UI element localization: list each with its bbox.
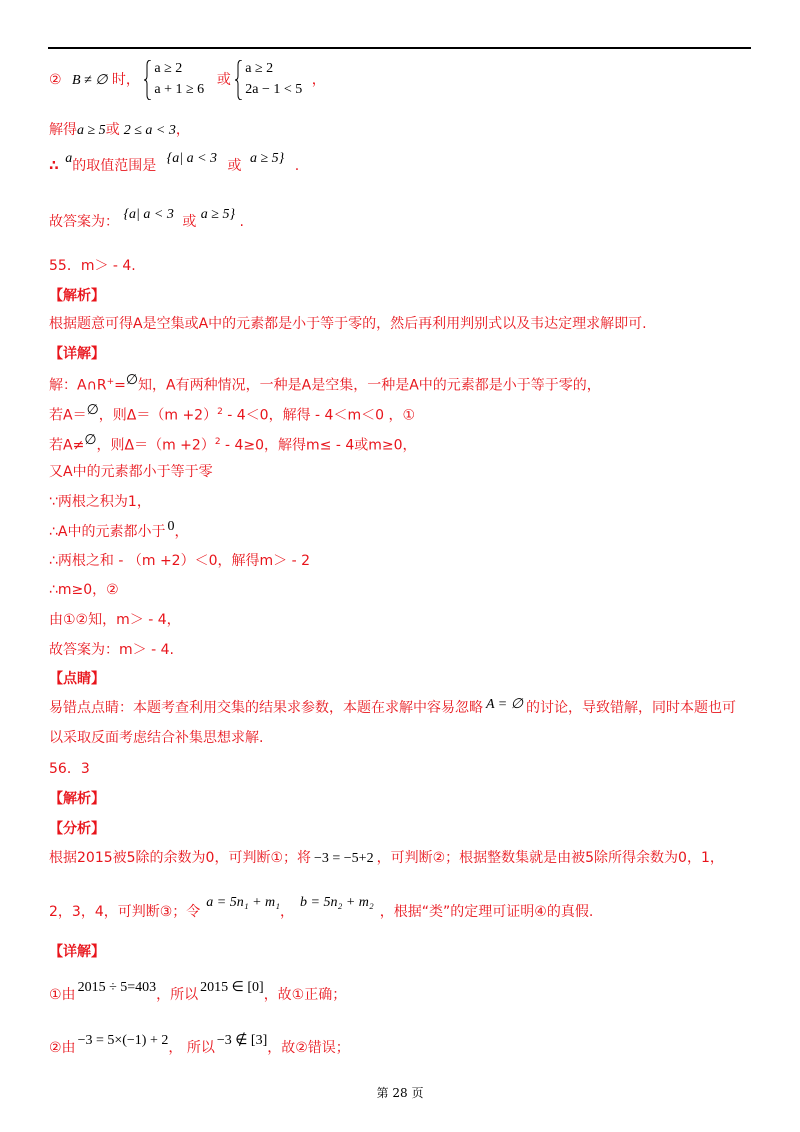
header-rule: [48, 47, 751, 49]
text: 解：A∩R: [49, 377, 107, 394]
q56-detail-heading: 【详解】: [49, 944, 105, 960]
math: {a| a < 3: [123, 207, 174, 222]
q56-analysis-sub-heading: 【分析】: [49, 821, 105, 837]
math: 2015 ÷ 5=403: [77, 980, 157, 995]
q55-detail-line-9: 由①②知，m＞ - 4，: [49, 612, 181, 628]
q55-detail-line-7: ∴两根之和 - （m +2）＜0，解得m＞ - 2: [49, 553, 310, 569]
page-footer: 第 28 页: [376, 1086, 424, 1100]
text: 的取值范围是: [72, 158, 157, 174]
system-1-row-1: a ≥ 2: [154, 61, 183, 76]
text: 或: [182, 214, 197, 230]
math: a ≥ 5}: [200, 207, 236, 222]
condition-b: B ≠ ∅: [72, 73, 108, 88]
q56-detail-line-1: [49, 980, 347, 1006]
math: b = 5n₂ + m₂: [300, 895, 374, 910]
math: A = ∅: [486, 697, 523, 712]
q55-detail-line-3: [49, 432, 417, 457]
text: ，则Δ＝（m +2）: [96, 437, 215, 454]
text: 易错点点睛：本题考查利用交集的结果求参数，本题在求解中容易忽略: [49, 700, 483, 716]
q55-analysis-text: 根据题意可得A是空集或A中的元素都是小于等于零的，然后再利用判别式以及韦达定理求解即可.: [49, 316, 647, 332]
text: ，所以: [156, 987, 199, 1003]
text: ，故②错误；: [267, 1040, 350, 1056]
q55-detail-line-2: [49, 402, 415, 427]
q55-detail-line-5: ∵两根之积为1，: [49, 494, 151, 510]
math: a = 5n₁ + m₁: [206, 895, 281, 910]
q55-title: 55．m＞ - 4.: [49, 258, 136, 274]
text: 根据2015被5除的余数为0，可判断①；将: [49, 850, 311, 866]
math: 2015 ∈ [0]: [200, 980, 264, 995]
range-line: [49, 151, 300, 177]
math: −3 = −5+2: [314, 851, 374, 866]
q55-detail-heading: 【详解】: [49, 346, 105, 362]
q56-detail-line-2: [49, 1033, 350, 1059]
solution-line: [49, 120, 190, 141]
text: ，: [175, 122, 190, 138]
text: ，则Δ＝（m +2）: [98, 407, 218, 424]
left-brace-icon: [235, 60, 243, 100]
system-1-row-2: a + 1 ≥ 6: [154, 82, 205, 97]
text: ①由: [49, 987, 76, 1003]
q55-detail-line-8: ∴m≥0，②: [49, 582, 119, 598]
q56-title: 56．3: [49, 761, 90, 777]
math: −3 ∉ [3]: [216, 1033, 268, 1048]
q55-tip-line-2: 以采取反面考虑结合补集思想求解.: [49, 730, 264, 746]
system-2: [235, 58, 307, 102]
math: 2 ≤ a < 3: [123, 123, 176, 138]
q55-detail-line-1: [49, 372, 601, 397]
system-2-row-1: a ≥ 2: [245, 61, 274, 76]
superscript: 2: [217, 407, 223, 417]
text: =: [114, 377, 126, 394]
text: ∴A中的元素都小于: [49, 524, 166, 540]
text: ②由: [49, 1040, 76, 1056]
math: a ≥ 5: [77, 123, 106, 138]
text: 知，A有两种情况，一种是A是空集，一种是A中的元素都是小于等于零的，: [138, 377, 601, 394]
q55-detail-line-10: 故答案为：m＞ - 4.: [49, 642, 174, 658]
circle-number: ②: [49, 72, 62, 88]
superscript: 2: [214, 437, 221, 447]
superscript: +: [106, 377, 115, 387]
shi-text: 时，: [111, 72, 140, 88]
text: 或: [227, 158, 242, 174]
text: ，: [280, 904, 295, 920]
q55-analysis-heading: 【解析】: [49, 288, 105, 304]
or-text: 或: [216, 72, 231, 88]
text: ，可判断②；根据整数集就是由被5除所得余数为0，1，: [376, 850, 724, 866]
system-2-row-2: 2a − 1 < 5: [245, 82, 303, 97]
text: - 4≥0，解得m≤ - 4或m≥0，: [220, 437, 417, 454]
empty-set-symbol: ∅: [86, 402, 99, 418]
math: {a| a < 3: [166, 151, 218, 166]
text: 或: [105, 122, 120, 138]
text: .: [239, 214, 244, 230]
q56-analysis-line-2: [49, 895, 594, 923]
text: - 4＜0，解得 - 4＜m＜0 ，①: [222, 407, 415, 424]
text: 的讨论，导致错解，同时本题也可: [525, 700, 736, 716]
empty-set-symbol: ∅: [84, 432, 97, 448]
line-end: ，: [311, 72, 326, 88]
text: 故答案为：: [49, 214, 119, 230]
left-brace-icon: [144, 60, 152, 100]
text: ，根据“类”的定理可证明④的真假.: [379, 904, 594, 920]
system-1: [144, 58, 212, 102]
q55-detail-line-4: 又A中的元素都小于等于零: [49, 464, 213, 480]
math: a: [65, 151, 73, 166]
text: 若A≠: [49, 437, 85, 454]
text: 若A＝: [49, 407, 87, 424]
q55-tip-heading: 【点睛】: [49, 671, 105, 687]
q55-detail-line-6: [49, 519, 189, 543]
text: .: [294, 158, 300, 174]
math: a ≥ 5}: [249, 151, 285, 166]
therefore-symbol: ∴: [49, 158, 59, 174]
text: ， 所以: [168, 1040, 215, 1056]
text: 2，3，4，可判断③；令: [49, 904, 201, 920]
math: −3 = 5×(−1) + 2: [77, 1033, 169, 1048]
text: ，: [174, 524, 189, 540]
empty-set-symbol: ∅: [125, 372, 139, 388]
answer-line: [49, 207, 244, 233]
q56-analysis-heading: 【解析】: [49, 791, 105, 807]
q56-analysis-line-1: [49, 848, 724, 869]
q55-tip-line-1: [49, 698, 736, 719]
math: 0: [167, 519, 175, 534]
text: 解得: [49, 122, 77, 138]
case-2-line: [49, 58, 326, 102]
text: ，故①正确；: [263, 987, 347, 1003]
